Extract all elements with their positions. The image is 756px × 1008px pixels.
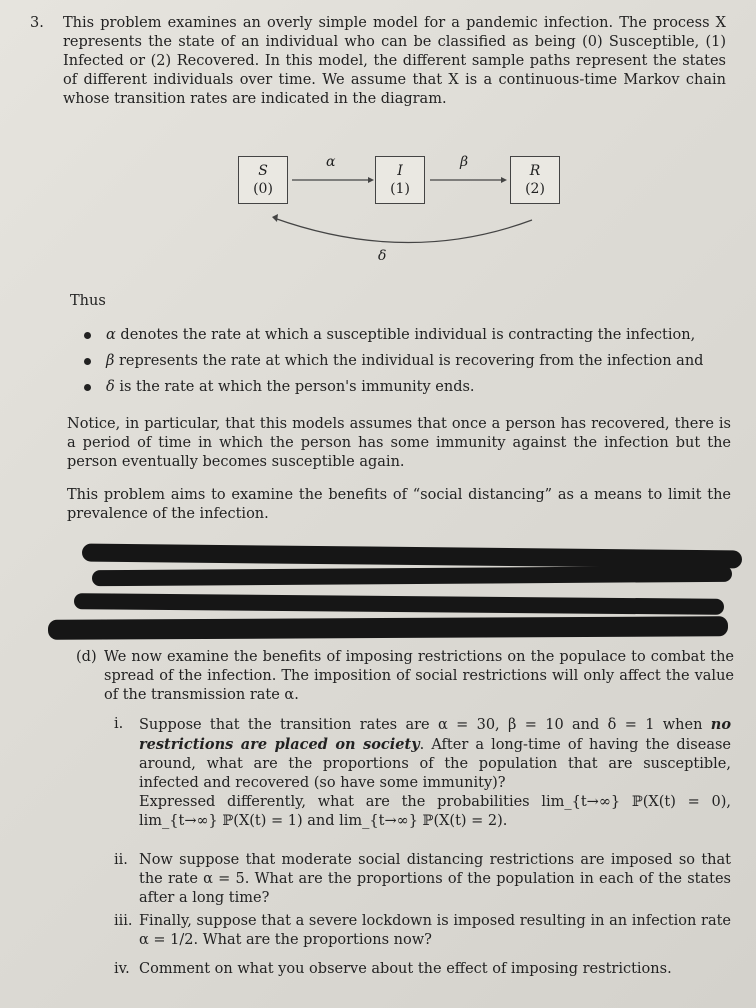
bullet-symbol: δ bbox=[106, 379, 115, 395]
sub-item-probabilities: Expressed differently, what are the probabilities lim_{t→∞} ℙ(X(t) = 0), lim_{t→∞} ℙ(X(t) = 1) and lim_{t→∞} ℙ(X(t) = 2). bbox=[139, 794, 731, 829]
sub-item-iv bbox=[114, 960, 731, 979]
rate-definitions-list bbox=[84, 326, 734, 404]
sub-item-i bbox=[114, 715, 731, 831]
bullet-text: represents the rate at which the individual is recovering from the infection and bbox=[114, 353, 704, 369]
bullet-icon bbox=[84, 358, 91, 365]
sub-item-number: iv. bbox=[114, 961, 130, 977]
sub-item-ii bbox=[114, 851, 731, 908]
redaction-bar bbox=[82, 544, 742, 569]
bullet-symbol: α bbox=[106, 327, 116, 343]
arrowhead-i-to-r bbox=[501, 177, 507, 183]
part-d bbox=[76, 648, 734, 705]
problem-number: 3. bbox=[30, 15, 44, 31]
notice-paragraph: Notice, in particular, that this models assumes that once a person has recovered, there is a period of time in which the person has some immunity against the infection but the person eventually becomes susceptible again. bbox=[67, 416, 731, 470]
arrowhead-s-to-i bbox=[368, 177, 374, 183]
sub-item-text-pre: Suppose that the transition rates are α = 30, β = 10 and δ = 1 when bbox=[139, 717, 711, 733]
state-index: (1) bbox=[390, 181, 410, 197]
state-index: (2) bbox=[525, 181, 545, 197]
bullet-icon bbox=[84, 384, 91, 391]
state-recovered bbox=[510, 156, 560, 204]
rate-beta: β bbox=[460, 154, 469, 170]
bullet-icon bbox=[84, 332, 91, 339]
sub-item-emphasis: no restrictions are placed on society bbox=[139, 716, 731, 753]
sub-item-text: Now suppose that moderate social distancing restrictions are imposed so that the rate α = 5. What are the proportions of the population in each of the states after a long time? bbox=[139, 852, 731, 906]
list-item bbox=[84, 378, 734, 397]
arrow-r-to-s bbox=[274, 218, 532, 243]
sub-item-text: Comment on what you observe about the effect of imposing restrictions. bbox=[139, 961, 672, 977]
redaction-bar bbox=[48, 616, 728, 640]
bullet-text: denotes the rate at which a susceptible individual is contracting the infection, bbox=[115, 327, 696, 343]
bullet-symbol: β bbox=[106, 353, 115, 369]
aim-paragraph: This problem aims to examine the benefits of “social distancing” as a means to limit the prevalence of the infection. bbox=[67, 487, 731, 522]
state-susceptible bbox=[238, 156, 288, 204]
part-d-label: (d) bbox=[76, 649, 97, 665]
redaction-bar bbox=[74, 593, 724, 615]
sub-item-iii bbox=[114, 912, 731, 950]
redaction-bar bbox=[92, 566, 732, 586]
thus-label: Thus bbox=[70, 293, 106, 309]
sub-item-text: Finally, suppose that a severe lockdown is imposed resulting in an infection rate α = 1/2. What are the proportions now? bbox=[139, 913, 731, 948]
state-infected bbox=[375, 156, 425, 204]
sub-item-text bbox=[139, 715, 731, 831]
sub-item-number: iii. bbox=[114, 913, 133, 929]
list-item bbox=[84, 352, 734, 371]
arrowhead-r-to-s bbox=[272, 214, 278, 222]
sub-item-text-post: . After a long-time of having the disease around, what are the proportions of the population that are susceptible, infected and recovered (so have some immunity)? bbox=[139, 737, 731, 791]
bullet-text: is the rate at which the person's immunity ends. bbox=[114, 379, 475, 395]
state-label: I bbox=[397, 163, 403, 179]
rate-alpha: α bbox=[326, 154, 336, 170]
list-item bbox=[84, 326, 734, 345]
sub-item-number: i. bbox=[114, 716, 124, 732]
part-d-text: We now examine the benefits of imposing restrictions on the populace to combat the spread of the infection. The imposition of social restrictions will only affect the value of the transmission rate α. bbox=[104, 649, 734, 703]
sub-item-number: ii. bbox=[114, 852, 128, 868]
problem-intro bbox=[30, 14, 726, 109]
problem-intro-text: This problem examines an overly simple model for a pandemic infection. The process X represents the state of an individual who can be classified as being (0) Susceptible, (1) Infected or (2) Recovered. In this model, the different sample paths represent the states of different individuals over time. We assume that X is a continuous-time Markov chain whose transition rates are indicated in the diagram. bbox=[63, 15, 726, 107]
state-label: S bbox=[258, 163, 268, 179]
markov-chain-diagram bbox=[228, 148, 568, 273]
state-label: R bbox=[529, 163, 541, 179]
state-index: (0) bbox=[253, 181, 273, 197]
rate-delta: δ bbox=[378, 248, 387, 264]
